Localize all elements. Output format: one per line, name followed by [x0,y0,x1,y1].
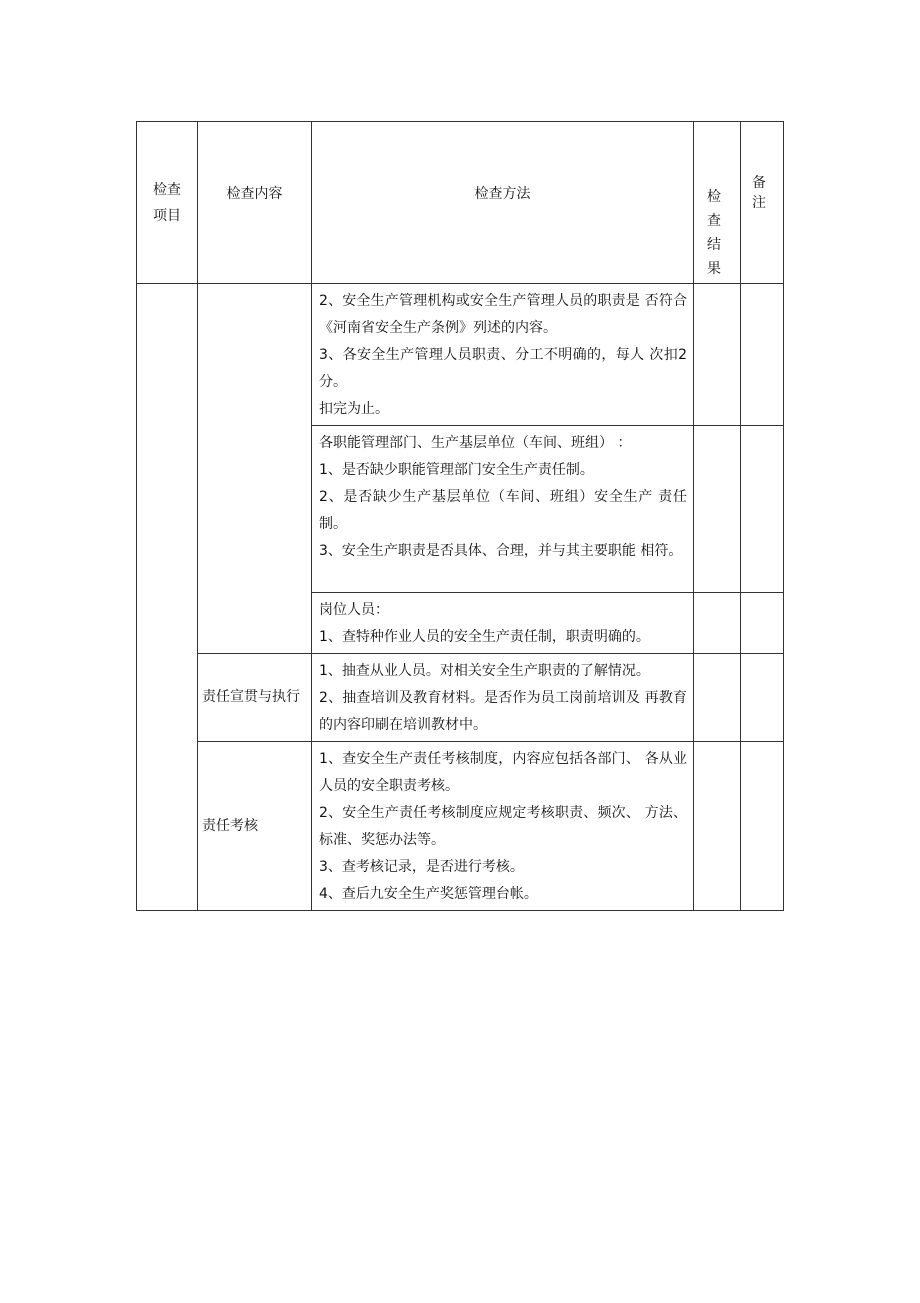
header-remark: 备 注 [741,122,784,284]
header-item: 检查 项目 [137,122,198,284]
content-cell: 责任考核 [198,742,312,911]
table-row [137,284,784,426]
item-cell [137,284,198,911]
method-line: 4、查后九安全生产奖惩管理台帐。 [319,886,538,902]
method-line: 各职能管理部门、生产基层单位（车间、班组） ： [319,435,632,451]
method-line: 1、是否缺少职能管理部门安全生产责任制。 [319,462,594,478]
header-result: 检 查 结 果 [694,122,741,284]
remark-cell [741,593,784,654]
remark-cell [741,654,784,742]
method-line: 3、查考核记录，是否进行考核。 [319,859,524,875]
method-line: 1、抽查从业人员。对相关安全生产职责的了解情况。 [319,663,650,679]
content-cell: 责任宣贯与执行 [198,654,312,742]
method-line: 1、查特种作业人员的安全生产责任制，职责明确的。 [319,629,650,645]
result-cell [694,426,741,593]
header-content [198,122,312,284]
header-method-label: 检查方法 [474,185,531,202]
method-line: 2、抽查培训及教育材料。是否作为员工岗前培训及 再教育的内容印刷在培训教材中。 [319,690,687,733]
method-cell [312,593,694,654]
header-row [137,122,784,284]
method-line: 2、安全生产责任考核制度应规定考核职责、频次、 方法、标准、奖惩办法等。 [319,805,687,848]
result-cell [694,593,741,654]
remark-cell [741,742,784,911]
method-cell [312,654,694,742]
header-content-label: 检查内容 [226,185,283,202]
remark-cell [741,284,784,426]
method-line: 3、安全生产职责是否具体、合理，并与其主要职能 相符。 [319,543,683,559]
method-line: 2、是否缺少生产基层单位（车间、班组）安全生产 责任制。 [319,489,687,532]
remark-cell [741,426,784,593]
method-line: 岗位人员： [319,602,389,618]
content-cell [198,284,312,654]
table-row [137,654,784,742]
method-cell [312,426,694,593]
method-line: 2、安全生产管理机构或安全生产管理人员的职责是 否符合《河南省安全生产条例》列述的内容。 [319,293,687,336]
method-line: 扣完为止。 [319,401,389,417]
result-cell [694,654,741,742]
header-method [312,122,694,284]
method-cell [312,742,694,911]
method-cell [312,284,694,426]
result-cell [694,284,741,426]
result-cell [694,742,741,911]
method-line: 1、查安全生产责任考核制度，内容应包括各部门、 各从业人员的安全职责考核。 [319,751,687,794]
inspection-table [136,121,784,911]
method-line: 3、各安全生产管理人员职责、分工不明确的，每人 次扣2分。 [319,347,687,390]
table-row [137,742,784,911]
